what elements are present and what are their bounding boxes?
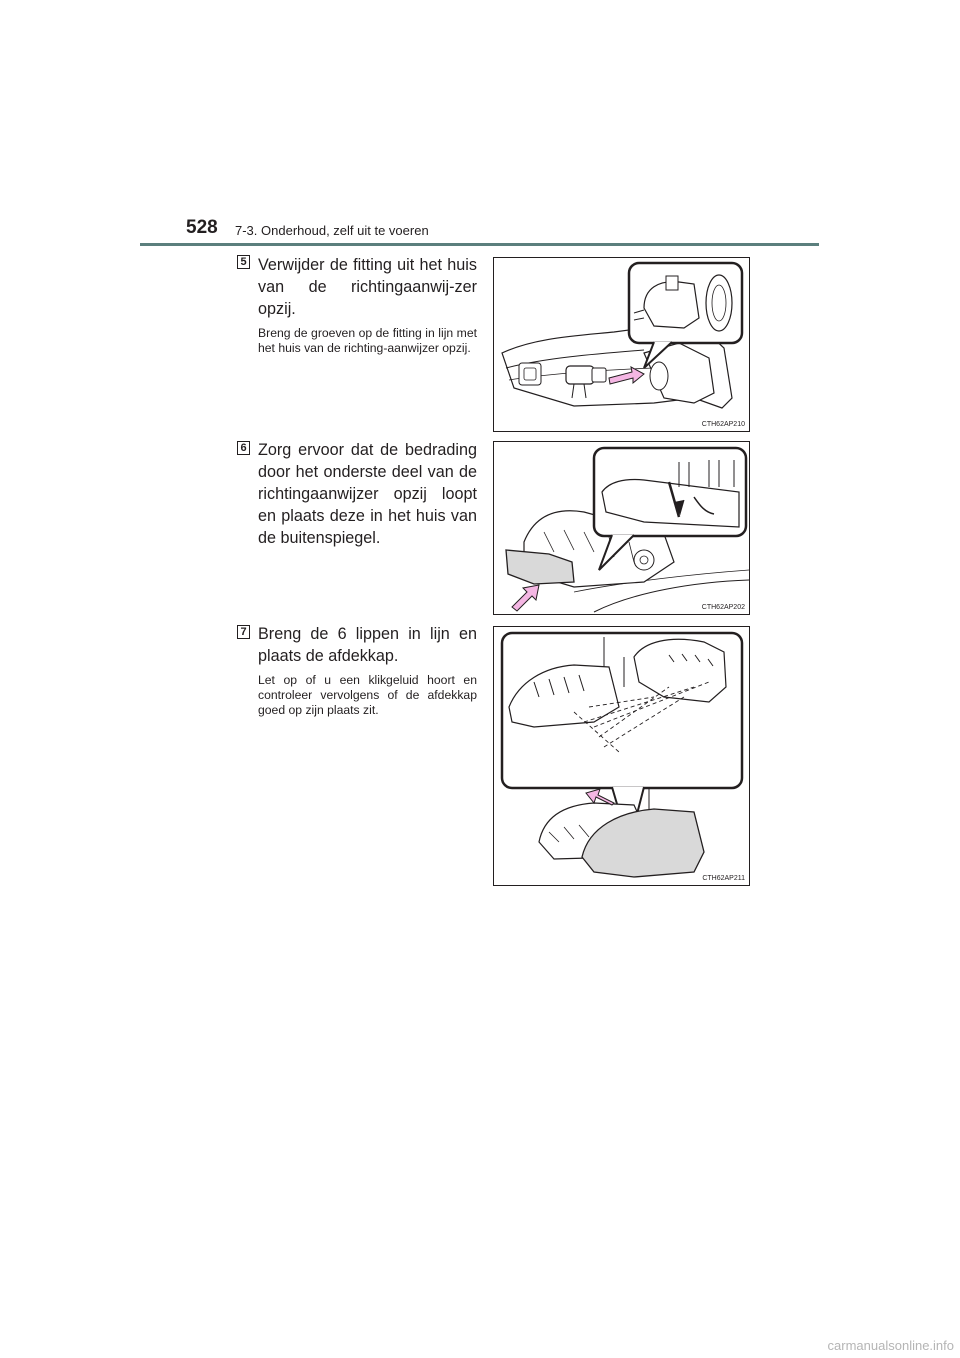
- bulb-socket-illustration: [494, 258, 749, 431]
- step-5-instruction: Verwijder de fitting uit het huis van de richtingaanwij-zer opzij.: [258, 256, 477, 318]
- wiring-illustration: [494, 442, 749, 614]
- step-number-7: 7: [237, 625, 250, 639]
- section-title: 7-3. Onderhoud, zelf uit te voeren: [235, 223, 429, 238]
- figure-code-7: CTH62AP211: [702, 875, 745, 882]
- step-number-6: 6: [237, 441, 250, 455]
- page-number: 528: [186, 217, 218, 238]
- step-7-note: Let op of u een klikgeluid hoort en controleer vervolgens of de afdekkap goed op zijn plaats zit.: [258, 673, 477, 717]
- figure-wiring: [493, 441, 750, 615]
- header-rule: [140, 243, 819, 246]
- step-number-5: 5: [237, 255, 250, 269]
- step-6-instruction: Zorg ervoor dat de bedrading door het onderste deel van de richtingaanwijzer opzij loopt en plaats deze in het huis van de buitenspiegel.: [258, 441, 477, 547]
- figure-code-5: CTH62AP210: [701, 421, 745, 428]
- footer-watermark: carmanualsonline.info: [827, 1338, 954, 1353]
- mirror-cover-illustration: [494, 627, 749, 885]
- figure-bulb-socket: [493, 257, 750, 432]
- figure-code-6: CTH62AP202: [701, 604, 745, 611]
- step-5-note: Breng de groeven op de fitting in lijn met het huis van de richting-aanwijzer opzij.: [258, 326, 477, 355]
- figure-mirror-cover: [493, 626, 750, 886]
- step-7-instruction: Breng de 6 lippen in lijn en plaats de afdekkap.: [258, 625, 477, 665]
